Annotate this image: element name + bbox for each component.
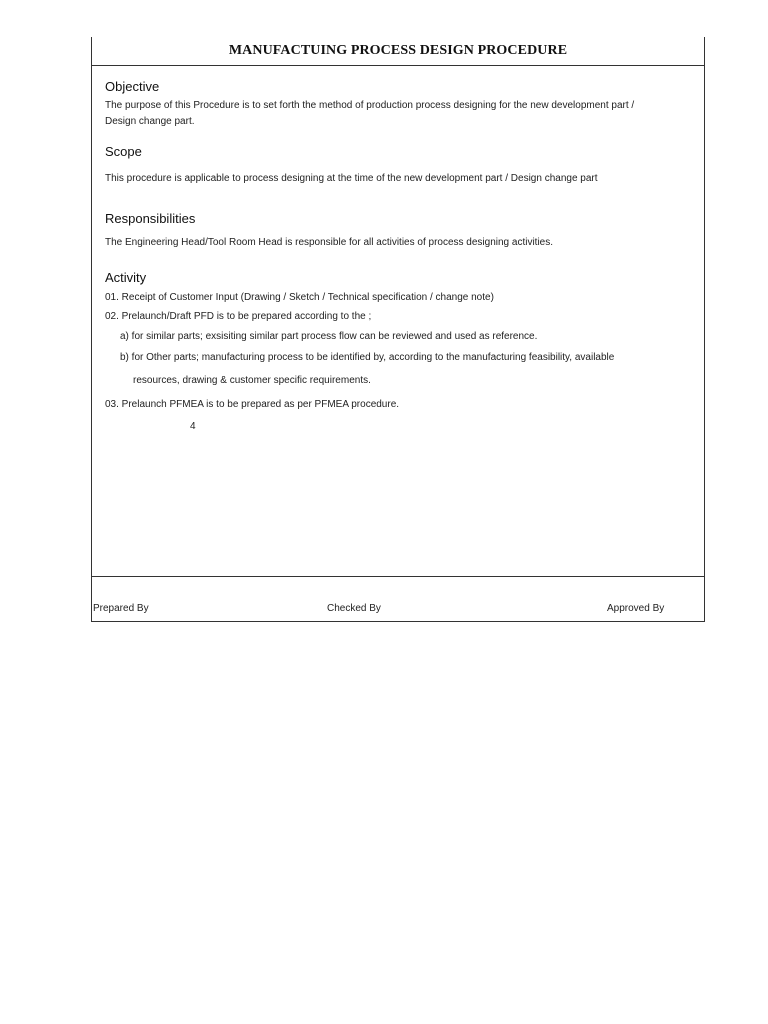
document-title: MANUFACTUING PROCESS DESIGN PROCEDURE [228, 43, 568, 58]
stray-number: 4 [190, 421, 196, 432]
activity-item-02b-line-1: b) for Other parts; manufacturing process to be identified by, according to the manufacturing feasibility, available [120, 352, 615, 363]
objective-heading: Objective [105, 79, 160, 94]
checked-by-label: Checked By [327, 603, 381, 614]
objective-text-line-1: The purpose of this Procedure is to set forth the method of production process designing for the new development part / [105, 100, 635, 111]
activity-item-03: 03. Prelaunch PFMEA is to be prepared as per PFMEA procedure. [105, 399, 400, 410]
responsibilities-text: The Engineering Head/Tool Room Head is responsible for all activities of process designing activities. [105, 237, 554, 248]
objective-text-line-2: Design change part. [105, 116, 195, 127]
title-row [92, 37, 704, 66]
footer-divider [92, 576, 704, 577]
scope-heading: Scope [105, 144, 142, 159]
activity-item-01: 01. Receipt of Customer Input (Drawing / Sketch / Technical specification / change note) [105, 292, 494, 303]
activity-item-02b-line-2: resources, drawing & customer specific requirements. [133, 375, 371, 386]
prepared-by-label: Prepared By [93, 603, 149, 614]
procedure-document [91, 37, 705, 622]
activity-item-02a: a) for similar parts; exsisiting similar part process flow can be reviewed and used as reference. [120, 331, 538, 342]
activity-item-02: 02. Prelaunch/Draft PFD is to be prepared according to the ; [105, 311, 372, 322]
activity-heading: Activity [105, 270, 147, 285]
approved-by-label: Approved By [607, 603, 665, 614]
responsibilities-heading: Responsibilities [105, 211, 196, 226]
scope-text: This procedure is applicable to process designing at the time of the new development part / Design change part [105, 173, 598, 184]
